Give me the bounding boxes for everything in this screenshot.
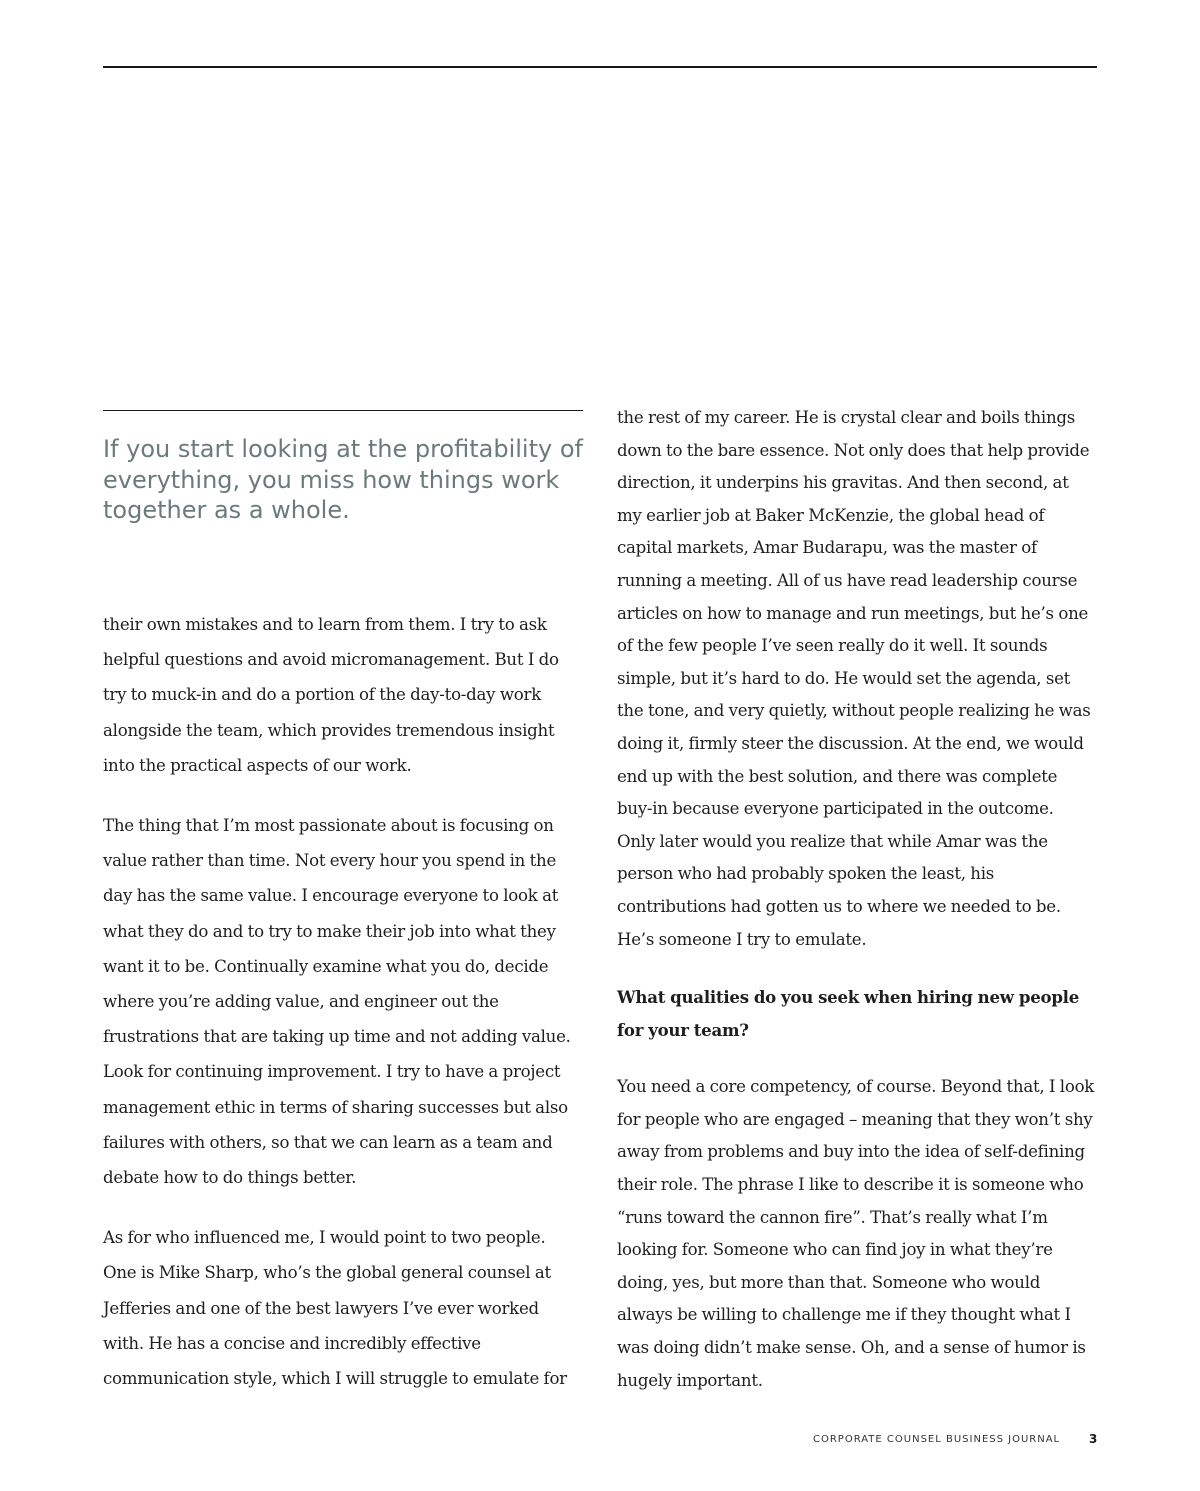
- left-paragraph-1: their own mistakes and to learn from them. I try to ask helpful questions and avoid micromanagement. But I do try to muck-in and do a portion of the day-to-day work alongside the team, which provides tremendous insight into the practical aspects of our work.: [103, 615, 559, 775]
- left-column: [103, 607, 581, 1396]
- interview-question: What qualities do you seek when hiring new people for your team?: [617, 987, 1080, 1040]
- interview-answer: You need a core competency, of course. Beyond that, I look for people who are engaged – meaning that they won’t shy away from problems and buy into the idea of self-defining their role. The phrase I like to describe it is someone who “runs toward the cannon fire”. That’s really what I’m looking for. Someone who can find joy in what they’re doing, yes, but more than that. Someone who would always be willing to challenge me if they thought what I was doing didn’t make sense. Oh, and a sense of humor is hugely important.: [617, 1077, 1095, 1390]
- page-number: 3: [1089, 1432, 1098, 1446]
- pull-quote: If you start looking at the profitability of everything, you miss how things work together as a whole.: [103, 435, 583, 524]
- pull-quote-rule: [103, 410, 583, 411]
- right-paragraph-1: the rest of my career. He is crystal clear and boils things down to the bare essence. Not only does that help provide direction, it underpins his gravitas. And then second, at my earlier job at Baker McKenzie, the global head of capital markets, Amar Budarapu, was the master of running a meeting. All of us have read leadership course articles on how to manage and run meetings, but he’s one of the few people I’ve seen really do it well. It sounds simple, but it’s hard to do. He would set the agenda, set the tone, and very quietly, without people realizing he was doing it, firmly steer the discussion. At the end, we would end up with the best solution, and there was complete buy-in because everyone participated in the outcome. Only later would you realize that while Amar was the person who had probably spoken the least, his contributions had gotten us to where we needed to be. He’s someone I try to emulate.: [617, 408, 1091, 949]
- footer-publication-title: CORPORATE COUNSEL BUSINESS JOURNAL: [813, 1434, 1061, 1445]
- left-paragraph-3: As for who influenced me, I would point to two people. One is Mike Sharp, who’s the global general counsel at Jefferies and one of the best lawyers I’ve ever worked with. He has a concise and incredibly effective communication style, which I will struggle to emulate for: [103, 1228, 567, 1389]
- right-column: [617, 402, 1095, 1397]
- left-paragraph-2: The thing that I’m most passionate about is focusing on value rather than time. Not every hour you spend in the day has the same value. I encourage everyone to look at what they do and to try to make their job into what they want it to be. Continually examine what you do, decide where you’re adding value, and engineer out the frustrations that are taking up time and not adding value. Look for continuing improvement. I try to have a project management ethic in terms of sharing successes but also failures with others, so that we can learn as a team and debate how to do things better.: [103, 816, 571, 1188]
- top-rule: [103, 66, 1097, 68]
